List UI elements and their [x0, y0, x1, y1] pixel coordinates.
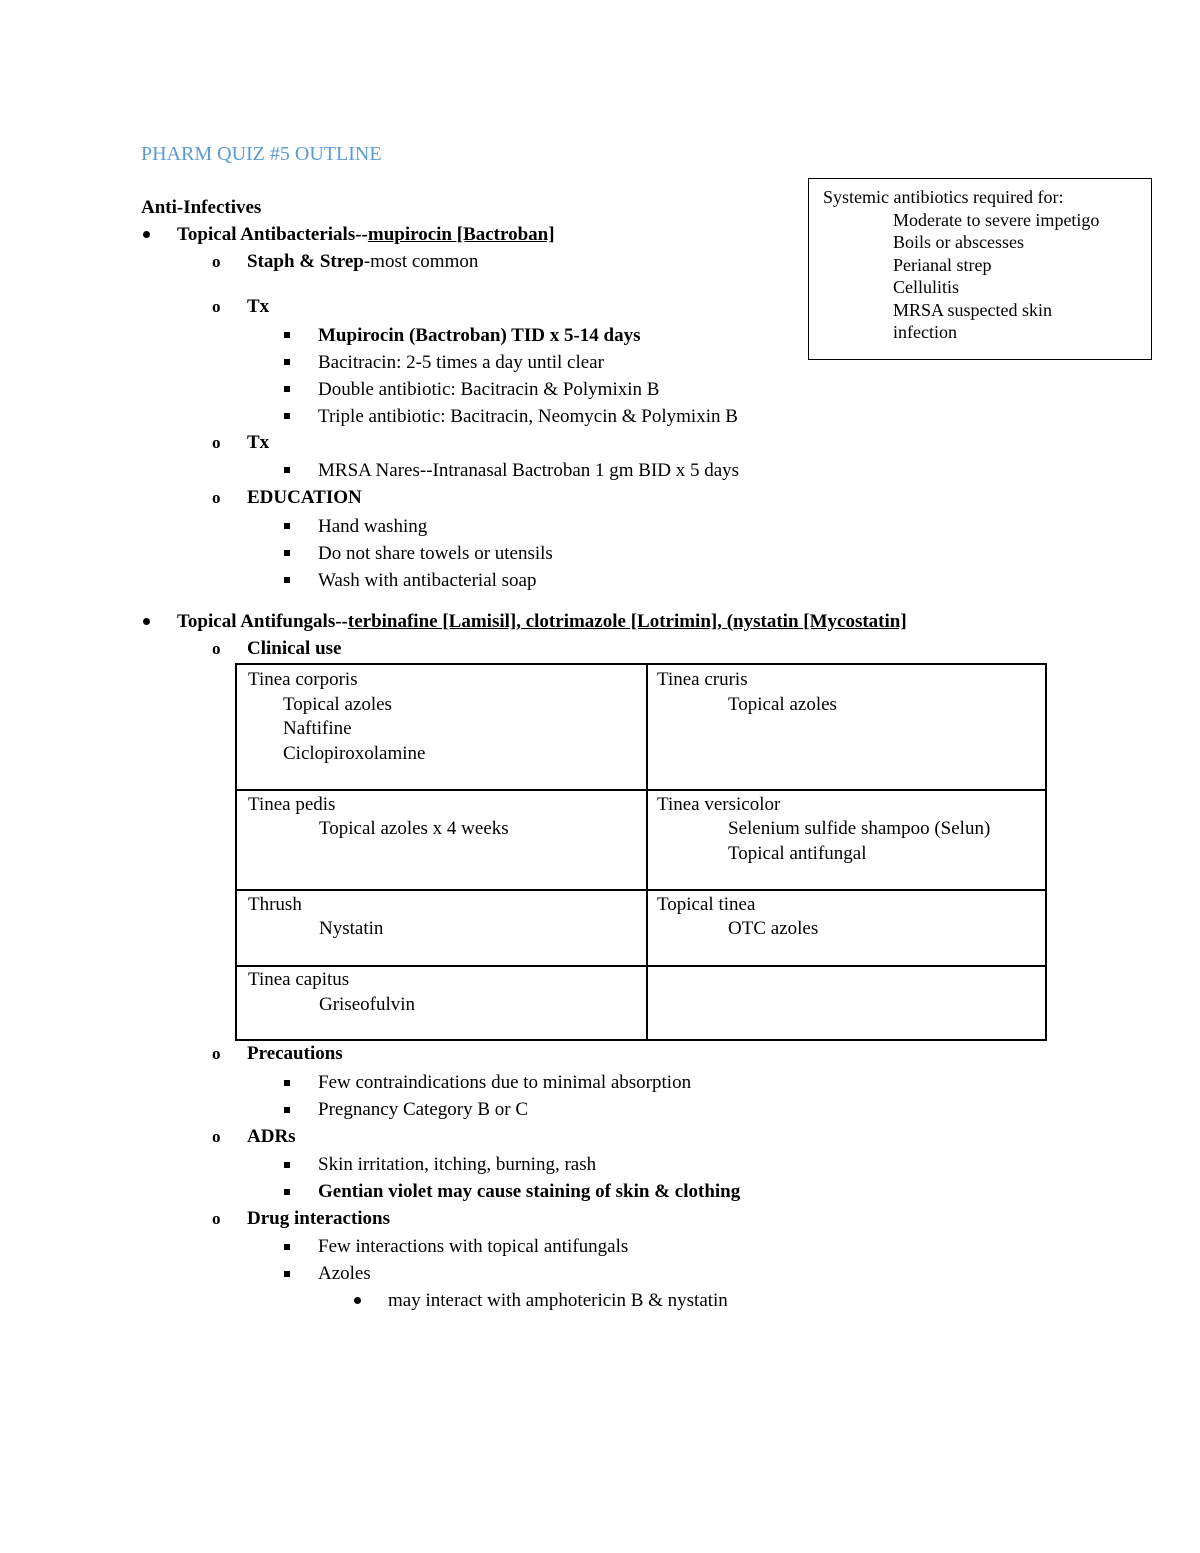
table-cell-item: Ciclopiroxolamine [283, 743, 426, 764]
sidebox-heading: Systemic antibiotics required for: [823, 187, 1064, 207]
table-divider [237, 789, 1045, 791]
sidebox-item: MRSA suspected skin [893, 300, 1053, 320]
table-cell-item: Naftifine [283, 718, 352, 739]
tx-heading: Tx [247, 432, 270, 453]
list-item: Wash with antibacterial soap [318, 570, 537, 591]
table-divider [237, 889, 1045, 891]
square-bullet-icon [284, 332, 290, 338]
sub-bullet-icon: o [212, 1209, 221, 1228]
table-cell-item: Griseofulvin [319, 994, 416, 1015]
table-cell-title: Tinea cruris [657, 669, 748, 690]
interactions-heading: Drug interactions [247, 1208, 391, 1229]
antibacterials-heading: Topical Antibacterials--mupirocin [Bactroban] [177, 224, 555, 245]
square-bullet-icon [284, 467, 290, 473]
square-bullet-icon [284, 523, 290, 529]
page-title: PHARM QUIZ #5 OUTLINE [141, 143, 382, 165]
sidebox-item: Cellulitis [893, 277, 960, 297]
clinical-use-heading: Clinical use [247, 638, 342, 659]
list-item: Azoles [318, 1263, 371, 1284]
sidebox-item: Moderate to severe impetigo [893, 210, 1100, 230]
table-cell-title: Topical tinea [657, 894, 756, 915]
square-bullet-icon [284, 550, 290, 556]
list-item: Gentian violet may cause staining of skin & clothing [318, 1181, 741, 1202]
antifungals-heading: Topical Antifungals--terbinafine [Lamisil], clotrimazole [Lotrimin], (nystatin [Mycostatin] [177, 611, 907, 632]
sub-bullet-icon: o [212, 639, 221, 658]
sub-bullet-icon: o [212, 297, 221, 316]
square-bullet-icon [284, 1189, 290, 1195]
list-item: Few contraindications due to minimal absorption [318, 1072, 692, 1093]
table-cell-title: Tinea pedis [248, 794, 336, 815]
list-item: Skin irritation, itching, burning, rash [318, 1154, 597, 1175]
square-bullet-icon [284, 1080, 290, 1086]
sub-bullet-icon: o [212, 1044, 221, 1063]
list-item: Triple antibiotic: Bacitracin, Neomycin & Polymixin B [318, 406, 738, 427]
sub-bullet-icon: o [212, 252, 221, 271]
bullet-icon [143, 231, 150, 238]
sidebox-item: infection [893, 322, 957, 342]
list-item: Bacitracin: 2-5 times a day until clear [318, 352, 604, 373]
precautions-heading: Precautions [247, 1043, 343, 1064]
section-heading: Anti-Infectives [141, 197, 262, 218]
adrs-heading: ADRs [247, 1126, 296, 1147]
sidebox-item: Perianal strep [893, 255, 992, 275]
list-item: Mupirocin (Bactroban) TID x 5-14 days [318, 325, 641, 346]
list-item: Few interactions with topical antifungals [318, 1236, 629, 1257]
list-item: may interact with amphotericin B & nystatin [388, 1290, 728, 1311]
table-cell-title: Thrush [248, 894, 302, 915]
table-divider [646, 665, 648, 1039]
list-item: Pregnancy Category B or C [318, 1099, 529, 1120]
sidebox-item: Boils or abscesses [893, 232, 1024, 252]
tx-heading: Tx [247, 296, 270, 317]
table-cell-item: Topical azoles x 4 weeks [319, 818, 509, 839]
list-item: Do not share towels or utensils [318, 543, 553, 564]
table-cell-item: Topical azoles [283, 694, 392, 715]
education-heading: EDUCATION [247, 487, 362, 508]
list-item: MRSA Nares--Intranasal Bactroban 1 gm BID x 5 days [318, 460, 740, 481]
table-cell-item: Topical azoles [728, 694, 837, 715]
table-cell-item: Topical antifungal [728, 843, 867, 864]
square-bullet-icon [284, 359, 290, 365]
square-bullet-icon [284, 1162, 290, 1168]
staph-line: Staph & Strep-most common [247, 251, 479, 272]
table-cell-item: Selenium sulfide shampoo (Selun) [728, 818, 991, 839]
list-item: Hand washing [318, 516, 428, 537]
table-cell-item: Nystatin [319, 918, 384, 939]
bullet-icon [143, 618, 150, 625]
square-bullet-icon [284, 413, 290, 419]
square-bullet-icon [284, 386, 290, 392]
square-bullet-icon [284, 1244, 290, 1250]
systemic-antibiotics-box [808, 178, 1152, 360]
sub-bullet-icon: o [212, 488, 221, 507]
clinical-use-table [235, 663, 1047, 1041]
list-item: Double antibiotic: Bacitracin & Polymixin B [318, 379, 660, 400]
square-bullet-icon [284, 1271, 290, 1277]
square-bullet-icon [284, 1107, 290, 1113]
table-cell-title: Tinea versicolor [657, 794, 781, 815]
table-cell-item: OTC azoles [728, 918, 819, 939]
table-cell-title: Tinea corporis [248, 669, 358, 690]
bullet-icon [354, 1297, 361, 1304]
table-divider [237, 965, 1045, 967]
table-cell-title: Tinea capitus [248, 969, 350, 990]
sub-bullet-icon: o [212, 433, 221, 452]
square-bullet-icon [284, 577, 290, 583]
sub-bullet-icon: o [212, 1127, 221, 1146]
